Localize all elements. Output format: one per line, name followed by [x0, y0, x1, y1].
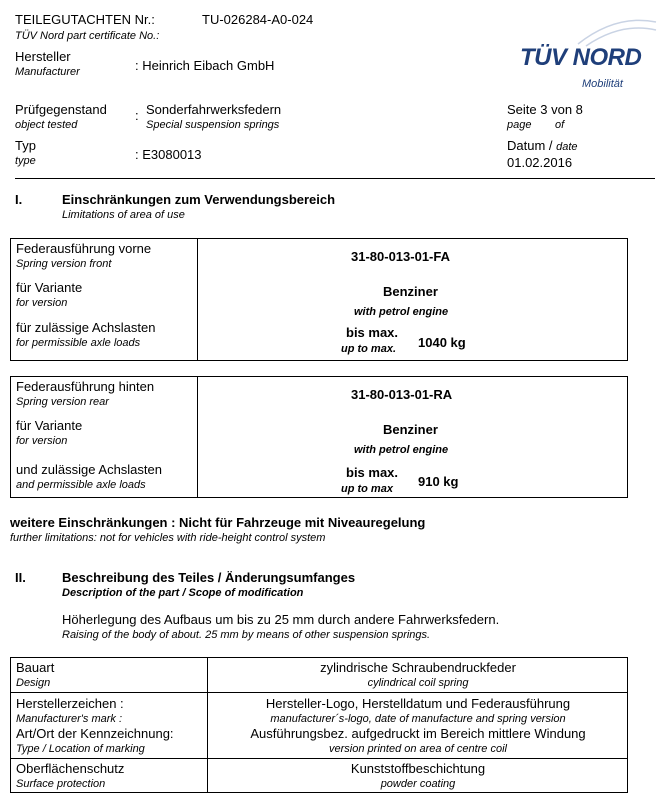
front-variant-value: Benziner: [383, 284, 438, 299]
object-label-en: object tested: [15, 119, 78, 131]
page-label-en: page: [507, 119, 532, 131]
front-spring-label-en: Spring version front: [16, 258, 112, 270]
front-variant-value-en: with petrol engine: [354, 306, 449, 318]
type-value: : E3080013: [135, 147, 202, 162]
rear-spring-label: Federausführung hinten: [16, 379, 155, 394]
design-label-en: Design: [16, 677, 51, 689]
section2-number: II.: [15, 570, 26, 585]
rear-axle-label: und zulässige Achslasten: [16, 462, 162, 477]
manufacturer-mark-value-en: manufacturer´s-logo, date of manufacture and spring version: [270, 713, 566, 725]
design-value: zylindrische Schraubendruckfeder: [320, 660, 516, 675]
logo-swoosh-icon: [576, 8, 658, 48]
section1-number: I.: [15, 192, 23, 207]
rear-max-label: bis max.: [346, 465, 399, 480]
further-limitations-en: further limitations: not for vehicles with ride-height control system: [10, 532, 326, 544]
front-axle-load: 1040 kg: [418, 335, 466, 350]
rear-axle-load: 910 kg: [418, 474, 459, 489]
rear-spring-label-en: Spring version rear: [16, 396, 109, 408]
rear-variant-label: für Variante: [16, 418, 83, 433]
object-value: Sonderfahrwerksfedern: [146, 102, 282, 117]
front-spring-part-number: 31-80-013-01-FA: [351, 249, 450, 264]
section1-title-en: Limitations of area of use: [62, 209, 185, 221]
tuv-nord-logo: TÜV NORD: [520, 44, 642, 71]
marking-location-label-en: Type / Location of marking: [16, 743, 145, 755]
rear-variant-label-en: for version: [16, 435, 68, 447]
section2-title: Beschreibung des Teiles / Änderungsumfanges: [62, 570, 356, 585]
manufacturer-mark-label: Herstellerzeichen :: [16, 696, 124, 711]
tuv-nord-logo-sub: Mobilität: [582, 78, 623, 90]
design-value-en: cylindrical coil spring: [367, 677, 469, 689]
rear-variant-value-en: with petrol engine: [354, 444, 449, 456]
rear-spring-table: [10, 376, 628, 498]
date-label: Datum /: [507, 138, 557, 153]
object-label: Prüfgegenstand: [15, 102, 107, 117]
page-indicator: Seite 3 von 8: [507, 102, 583, 117]
surface-protection-value-en: powder coating: [380, 778, 456, 790]
rear-spring-part-number: 31-80-013-01-RA: [351, 387, 453, 402]
surface-protection-label-en: Surface protection: [16, 778, 106, 790]
date-value: 01.02.2016: [507, 155, 573, 170]
manufacturer-value: : Heinrich Eibach GmbH: [135, 58, 275, 73]
certificate-label-en: TÜV Nord part certificate No.:: [15, 30, 160, 42]
surface-protection-value: Kunststoffbeschichtung: [350, 761, 486, 776]
section2-description-en: Raising of the body of about. 25 mm by means of other suspension springs.: [62, 629, 431, 641]
manufacturer-label-en: Manufacturer: [15, 66, 80, 78]
front-max-label-en: up to max.: [341, 343, 397, 355]
header-divider: [15, 178, 655, 179]
description-table: [10, 657, 628, 793]
front-spring-table: [10, 238, 628, 361]
manufacturer-mark-value: Hersteller-Logo, Herstelldatum und Federausführung: [265, 696, 571, 711]
certificate-label: TEILEGUTACHTEN Nr.:: [15, 12, 155, 27]
surface-protection-label: Oberflächenschutz: [16, 761, 125, 776]
manufacturer-label: Hersteller: [15, 49, 71, 64]
front-spring-label: Federausführung vorne: [16, 241, 152, 256]
certificate-number: TU-026284-A0-024: [202, 12, 314, 27]
rear-variant-value: Benziner: [383, 422, 438, 437]
date-label-en: date: [556, 141, 578, 153]
rear-max-label-en: up to max: [341, 483, 393, 495]
object-value-en: Special suspension springs: [146, 119, 280, 131]
page-of-en: of: [555, 119, 565, 131]
front-variant-label: für Variante: [16, 280, 83, 295]
front-max-label: bis max.: [346, 325, 399, 340]
object-colon: :: [135, 108, 139, 123]
front-axle-label-en: for permissible axle loads: [16, 337, 141, 349]
front-axle-label: für zulässige Achslasten: [16, 320, 156, 335]
section1-title: Einschränkungen zum Verwendungsbereich: [62, 192, 336, 207]
type-label-en: type: [15, 155, 36, 167]
manufacturer-mark-label-en: Manufacturer's mark :: [16, 713, 123, 725]
section2-title-en: Description of the part / Scope of modification: [62, 587, 304, 599]
marking-location-value-en: version printed on area of centre coil: [329, 743, 507, 755]
design-label: Bauart: [16, 660, 55, 675]
marking-location-value: Ausführungsbez. aufgedruckt im Bereich mittlere Windung: [250, 726, 586, 741]
type-label: Typ: [15, 138, 36, 153]
front-variant-label-en: for version: [16, 297, 68, 309]
marking-location-label: Art/Ort der Kennzeichnung:: [16, 726, 174, 741]
further-limitations: weitere Einschränkungen : Nicht für Fahrzeuge mit Niveauregelung: [10, 515, 426, 530]
section2-description: Höherlegung des Aufbaus um bis zu 25 mm durch andere Fahrwerksfedern.: [62, 612, 500, 627]
rear-axle-label-en: and permissible axle loads: [16, 479, 146, 491]
